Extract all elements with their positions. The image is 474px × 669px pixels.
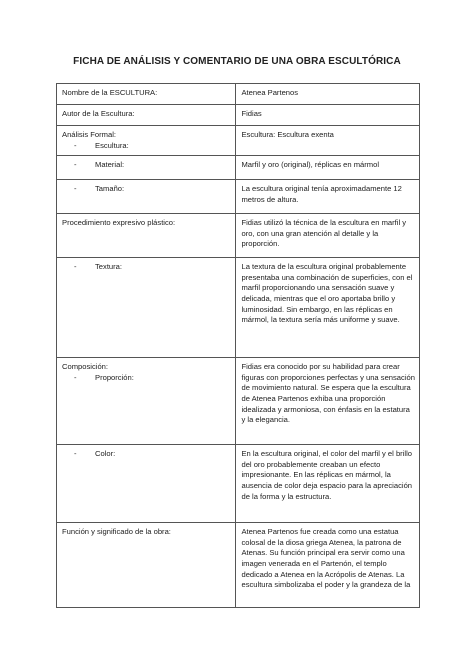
label-proporcion: Proporción: (95, 372, 134, 382)
dash-tamano: - (74, 184, 77, 194)
label-analisis: Análisis Formal: (62, 130, 117, 139)
cell-composicion (57, 358, 236, 445)
page-title: FICHA DE ANÁLISIS Y COMENTARIO DE UNA OBRA ESCULTÓRICA (73, 56, 401, 67)
cell-analisis (57, 126, 236, 156)
table-row-material (57, 156, 420, 180)
value-autor: Fidias (236, 105, 420, 126)
table-row-autor (57, 105, 420, 126)
value-color: En la escultura original, el color del marfil y el brillo del oro probablemente creaban un efecto impresionante. En las réplicas en mármol, la ausencia de color deja espacio para la apreciación de la forma y la estructura. (236, 445, 420, 523)
table-row-tamano (57, 180, 420, 214)
dash-material: - (74, 160, 77, 170)
label-textura: Textura: (95, 262, 123, 272)
cell-color (57, 445, 236, 523)
value-material: Marfil y oro (original), réplicas en mármol (236, 156, 420, 180)
table-row-color (57, 445, 420, 523)
value-textura: La textura de la escultura original probablemente presentaba una combinación de superficies, con el marfil proporcionando una sensación suave y delicada, mientras que el oro aportaba brillo y luminosidad. Sin embargo, en las réplicas en mármol, la textura sería más uniforme y suave. (236, 258, 420, 358)
dash-escultura: - (74, 140, 77, 150)
value-tamano: La escultura original tenía aproximadamente 12 metros de altura. (236, 180, 420, 214)
value-funcion: Atenea Partenos fue creada como una estatua colosal de la diosa griega Atenea, la patrona de Atenas. Su función principal era servir como una imagen venerada en el Partenón, el templo dedicado a Atenea en la Acrópolis de Atenas. La escultura simbolizaba el poder y la grandeza de la (236, 523, 420, 608)
table-row-funcion (57, 523, 420, 608)
dash-color: - (74, 449, 77, 459)
table-row-procedimiento (57, 214, 420, 258)
table-row-composicion (57, 358, 420, 445)
value-composicion: Fidias era conocido por su habilidad para crear figuras con proporciones perfectas y una sensación de movimiento natural. Se espera que la escultura de Atenea Partenos exhiba una proporción idealizada y armoniosa, con énfasis en la estatura y la elegancia. (236, 358, 420, 445)
analysis-table (56, 83, 420, 608)
cell-textura (57, 258, 236, 358)
label-procedimiento: Procedimiento expresivo plástico: (57, 214, 236, 258)
label-composicion: Composición: (62, 362, 109, 372)
cell-tamano (57, 180, 236, 214)
dash-proporcion: - (74, 372, 77, 382)
label-autor: Autor de la Escultura: (57, 105, 236, 126)
label-escultura: Escultura: (95, 140, 129, 150)
dash-textura: - (74, 262, 77, 272)
value-nombre: Atenea Partenos (236, 84, 420, 105)
cell-material (57, 156, 236, 180)
sub-proporcion (62, 373, 231, 384)
value-analisis: Escultura: Escultura exenta (236, 126, 420, 156)
label-color: Color: (95, 449, 116, 459)
table-row-nombre (57, 84, 420, 105)
table-row-textura (57, 258, 420, 358)
label-material: Material: (95, 160, 125, 170)
table-row-analisis (57, 126, 420, 156)
label-tamano: Tamaño: (95, 184, 125, 194)
label-funcion: Función y significado de la obra: (57, 523, 236, 608)
value-procedimiento: Fidias utilizó la técnica de la escultura en marfil y oro, con una gran atención al detalle y la proporción. (236, 214, 420, 258)
label-nombre: Nombre de la ESCULTURA: (57, 84, 236, 105)
sub-escultura (62, 141, 231, 152)
